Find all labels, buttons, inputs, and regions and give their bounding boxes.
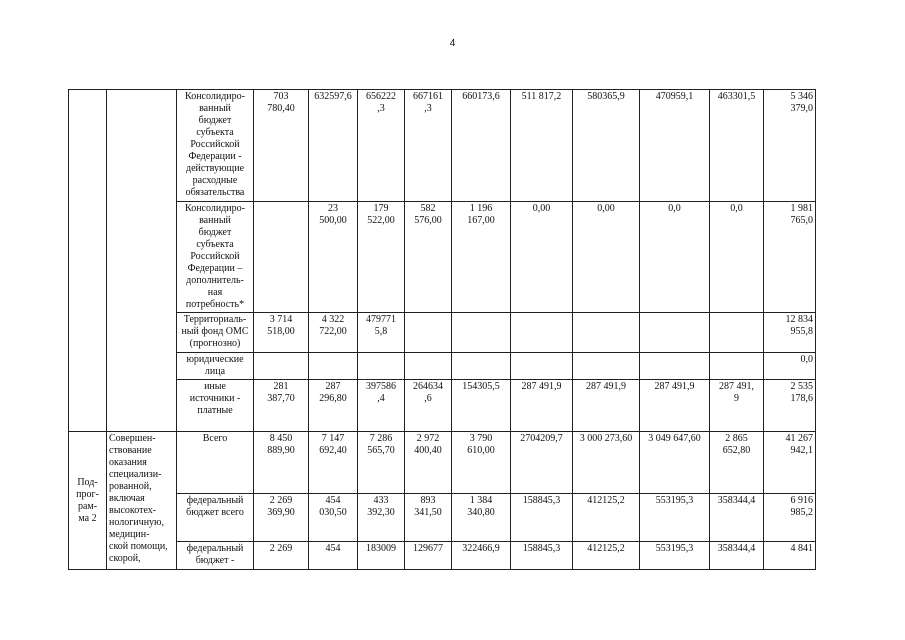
value-cell	[309, 353, 358, 380]
value-cell: 632597,6	[309, 90, 358, 202]
value-cell	[640, 353, 710, 380]
value-cell: 1 981 765,0	[764, 202, 816, 313]
value-cell: 4 322 722,00	[309, 313, 358, 353]
table-row	[69, 90, 816, 202]
funding-source-cell: федеральный бюджет всего	[177, 494, 254, 542]
value-cell: 0,00	[573, 202, 640, 313]
value-cell: 470959,1	[640, 90, 710, 202]
value-cell: 154305,5	[452, 380, 511, 432]
value-cell: 12 834 955,8	[764, 313, 816, 353]
subprogram-label: Под- прог- рам- ма 2	[69, 432, 107, 570]
value-cell: 358344,4	[710, 542, 764, 570]
value-cell: 5 346 379,0	[764, 90, 816, 202]
value-cell: 511 817,2	[511, 90, 573, 202]
value-cell: 582 576,00	[405, 202, 452, 313]
value-cell: 23 500,00	[309, 202, 358, 313]
budget-table	[68, 89, 816, 570]
value-cell	[511, 313, 573, 353]
value-cell	[710, 353, 764, 380]
value-cell: 4 841	[764, 542, 816, 570]
value-cell: 0,0	[764, 353, 816, 380]
value-cell	[452, 313, 511, 353]
value-cell: 412125,2	[573, 542, 640, 570]
value-cell: 158845,3	[511, 494, 573, 542]
value-cell: 553195,3	[640, 494, 710, 542]
funding-source-cell: Консолидиро- ванный бюджет субъекта Российской Федерации - действующие расходные обязательства	[177, 90, 254, 202]
value-cell	[573, 353, 640, 380]
value-cell	[640, 313, 710, 353]
funding-source-cell: Территориаль- ный фонд ОМС (прогнозно)	[177, 313, 254, 353]
value-cell: 2 269	[254, 542, 309, 570]
value-cell	[710, 313, 764, 353]
value-cell	[405, 313, 452, 353]
value-cell	[254, 202, 309, 313]
value-cell: 703 780,40	[254, 90, 309, 202]
funding-source-cell: юридические лица	[177, 353, 254, 380]
funding-source-cell: Всего	[177, 432, 254, 494]
value-cell: 287 491, 9	[710, 380, 764, 432]
value-cell: 1 384 340,80	[452, 494, 511, 542]
value-cell: 3 790 610,00	[452, 432, 511, 494]
table-row	[69, 353, 816, 380]
value-cell: 287 491,9	[640, 380, 710, 432]
value-cell: 2 535 178,6	[764, 380, 816, 432]
value-cell: 264634 ,6	[405, 380, 452, 432]
page-number: 4	[449, 38, 456, 49]
value-cell: 433 392,30	[358, 494, 405, 542]
value-cell: 8 450 889,90	[254, 432, 309, 494]
value-cell: 129677	[405, 542, 452, 570]
value-cell: 7 147 692,40	[309, 432, 358, 494]
value-cell: 454	[309, 542, 358, 570]
table-row	[69, 542, 816, 570]
value-cell: 0,0	[710, 202, 764, 313]
value-cell: 3 049 647,60	[640, 432, 710, 494]
value-cell: 2 972 400,40	[405, 432, 452, 494]
value-cell: 667161 ,3	[405, 90, 452, 202]
value-cell: 7 286 565,70	[358, 432, 405, 494]
value-cell: 322466,9	[452, 542, 511, 570]
value-cell: 41 267 942,1	[764, 432, 816, 494]
value-cell: 287 296,80	[309, 380, 358, 432]
value-cell	[405, 353, 452, 380]
value-cell: 660173,6	[452, 90, 511, 202]
subprogram-label-cell	[69, 90, 107, 432]
table-row	[69, 313, 816, 353]
value-cell: 479771 5,8	[358, 313, 405, 353]
value-cell: 3 714 518,00	[254, 313, 309, 353]
subprogram-name-cell	[107, 90, 177, 432]
value-cell: 1 196 167,00	[452, 202, 511, 313]
value-cell	[511, 353, 573, 380]
value-cell: 287 491,9	[573, 380, 640, 432]
value-cell: 463301,5	[710, 90, 764, 202]
value-cell: 656222 ,3	[358, 90, 405, 202]
value-cell: 281 387,70	[254, 380, 309, 432]
value-cell: 0,00	[511, 202, 573, 313]
value-cell: 0,0	[640, 202, 710, 313]
value-cell: 893 341,50	[405, 494, 452, 542]
value-cell	[358, 353, 405, 380]
value-cell: 6 916 985,2	[764, 494, 816, 542]
value-cell: 397586 ,4	[358, 380, 405, 432]
value-cell: 2 269 369,90	[254, 494, 309, 542]
value-cell	[573, 313, 640, 353]
value-cell: 358344,4	[710, 494, 764, 542]
value-cell: 454 030,50	[309, 494, 358, 542]
value-cell: 553195,3	[640, 542, 710, 570]
table-row	[69, 432, 816, 494]
table-row	[69, 380, 816, 432]
value-cell: 183009	[358, 542, 405, 570]
table-row	[69, 202, 816, 313]
value-cell: 158845,3	[511, 542, 573, 570]
value-cell: 412125,2	[573, 494, 640, 542]
value-cell: 2704209,7	[511, 432, 573, 494]
subprogram-name: Совершен- ствование оказания специализи- рованной, включая высокотех- нологичную, медицин- ской помощи, скорой,	[107, 432, 177, 570]
value-cell: 3 000 273,60	[573, 432, 640, 494]
funding-source-cell: иные источники - платные	[177, 380, 254, 432]
value-cell: 2 865 652,80	[710, 432, 764, 494]
value-cell	[254, 353, 309, 380]
value-cell: 179 522,00	[358, 202, 405, 313]
value-cell	[452, 353, 511, 380]
value-cell: 287 491,9	[511, 380, 573, 432]
table-row	[69, 494, 816, 542]
funding-source-cell: федеральный бюджет -	[177, 542, 254, 570]
value-cell: 580365,9	[573, 90, 640, 202]
funding-source-cell: Консолидиро- ванный бюджет субъекта Российской Федерации – дополнитель- ная потребность*	[177, 202, 254, 313]
